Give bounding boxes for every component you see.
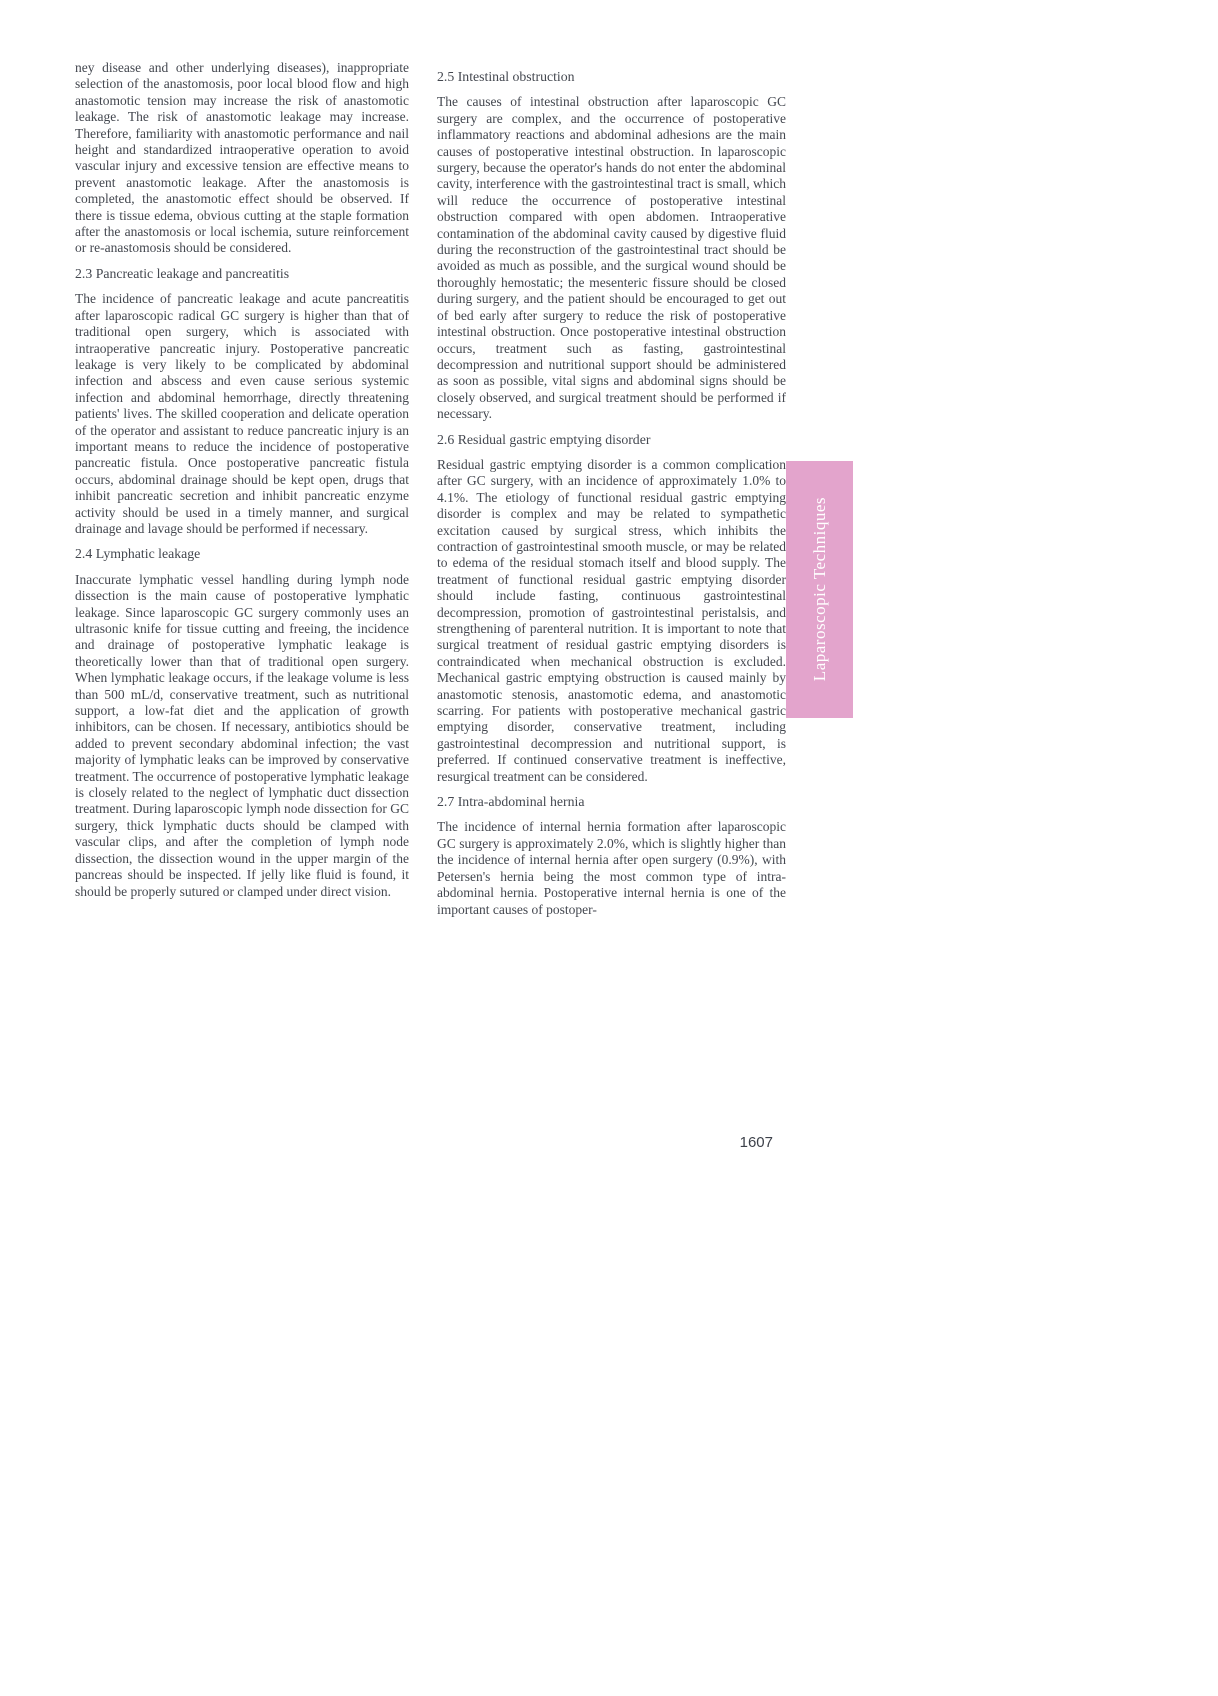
heading-2-7-intra-abdominal-hernia: 2.7 Intra-abdominal hernia	[437, 794, 585, 810]
paragraph-pancreatic-leakage: The incidence of pancreatic leakage and acute pancreatitis after laparoscopic radical GC surgery is higher than that of traditional open surgery, which is associated with intraoperative pancreatic injury. Postoperative pancreatic leakage is very likely to be complicated by abdominal infection and abscess and even cause serious systemic infection and abdominal hemorrhage, directly threatening patients' lives. The skilled cooperation and delicate operation of the operator and assistant to reduce pancreatic injury is an important means to reduce the incidence of postoperative pancreatic fistula. Once postoperative pancreatic fistula occurs, abdominal drainage should be kept open, drugs that inhibit pancreatic secretion and inhibit pancreatic enzyme activity should be used in a timely manner, and surgical drainage and lavage should be performed if necessary.	[75, 291, 409, 536]
left-column	[75, 60, 409, 909]
paragraph-intra-abdominal-hernia: The incidence of internal hernia formation after laparoscopic GC surgery is approximately 2.0%, which is slightly higher than the incidence of internal hernia after open surgery (0.9%), with Petersen's hernia being the most common type of intra-abdominal hernia. Postoperative internal hernia is one of the important causes of postoper-	[437, 819, 786, 917]
paragraph-intestinal-obstruction: The causes of intestinal obstruction after laparoscopic GC surgery are complex, and the occurrence of postoperative inflammatory reactions and abdominal adhesions are the main causes of postoperative intestinal obstruction. In laparoscopic surgery, because the operator's hands do not enter the abdominal cavity, interference with the gastrointestinal tract is small, which will reduce the occurrence of postoperative intestinal obstruction compared with open abdomen. Intraoperative contamination of the abdominal cavity caused by digestive fluid during the reconstruction of the gastrointestinal tract should be avoided as much as possible, and the surgical wound should be thoroughly hemostatic; the mesenteric fissure should be closed during surgery, and the patient should be encouraged to get out of bed early after surgery to reduce the risk of postoperative intestinal obstruction. Once postoperative intestinal obstruction occurs, treatment such as fasting, gastrointestinal decompression and nutritional support should be administered as soon as possible, vital signs and abdominal signs should be closely observed, and surgical treatment should be performed if necessary.	[437, 94, 786, 422]
side-tab	[786, 461, 853, 718]
heading-2-5-intestinal-obstruction: 2.5 Intestinal obstruction	[437, 69, 575, 84]
paragraph-residual-gastric-emptying: Residual gastric emptying disorder is a common complication after GC surgery, with an incidence of approximately 1.0% to 4.1%. The etiology of functional residual gastric emptying disorder is complex and may be related to sympathetic excitation caused by surgical stress, which inhibits the contraction of gastrointestinal smooth muscle, or may be related to edema of the residual stomach itself and blood supply. The treatment of functional residual gastric emptying disorder should include fasting, continuous gastrointestinal decompression, promotion of gastrointestinal peristalsis, and strengthening of parenteral nutrition. It is important to note that surgical treatment of residual gastric emptying disorders is contraindicated when mechanical obstruction is excluded. Mechanical gastric emptying obstruction is caused mainly by anastomotic stenosis, anastomotic edema, and anastomotic scarring. For patients with postoperative mechanical gastric emptying disorder, conservative treatment, including gastrointestinal decompression and nutritional support, is preferred. If continued conservative treatment is ineffective, resurgical treatment can be considered.	[437, 456, 786, 784]
heading-2-4-lymphatic-leakage: 2.4 Lymphatic leakage	[75, 546, 201, 562]
paragraph-anastomotic-leakage-cont: ney disease and other underlying diseases), inappropriate selection of the anastomosis, poor local blood flow and high anastomotic tension may increase the risk of anastomotic leakage. The risk of anastomotic leakage may increase. Therefore, familiarity with anastomotic performance and nail height and standardized intraoperative operation to avoid vascular injury and excessive tension are effective means to prevent anastomotic leakage. After the anastomosis is completed, the anastomotic effect should be observed. If there is tissue edema, obvious cutting at the staple formation after the anastomosis or local ischemia, suture reinforcement or re-anastomosis should be considered.	[75, 60, 409, 256]
heading-2-3-pancreatic-leakage: 2.3 Pancreatic leakage and pancreatitis	[75, 265, 290, 281]
paragraph-lymphatic-leakage: Inaccurate lymphatic vessel handling during lymph node dissection is the main cause of postoperative lymphatic leakage. Since laparoscopic GC surgery commonly uses an ultrasonic knife for tissue cutting and freeing, the incidence and drainage of postoperative lymphatic leakage is theoretically lower than that of traditional open surgery. When lymphatic leakage occurs, if the leakage volume is less than 500 mL/d, conservative treatment, such as nutritional support, a low-fat diet and the application of growth inhibitors, can be chosen. If necessary, antibiotics should be added to prevent secondary abdominal infection; the vast majority of lymphatic leaks can be improved by conservative treatment. The occurrence of postoperative lymphatic leakage is closely related to the neglect of lymphatic duct dissection treatment. During laparoscopic lymph node dissection for GC surgery, thick lymphatic ducts should be clamped with vascular clips, and after the completion of lymph node dissection, the dissection wound in the upper margin of the pancreas should be inspected. If jelly like fluid is found, it should be properly sutured or clamped under direct vision.	[75, 571, 409, 899]
heading-2-6-residual-gastric-emptying: 2.6 Residual gastric emptying disorder	[437, 431, 651, 447]
page-number: 1607	[739, 1134, 773, 1151]
right-column	[437, 60, 786, 927]
side-tab-label: Laparoscopic Techniques	[809, 497, 829, 682]
